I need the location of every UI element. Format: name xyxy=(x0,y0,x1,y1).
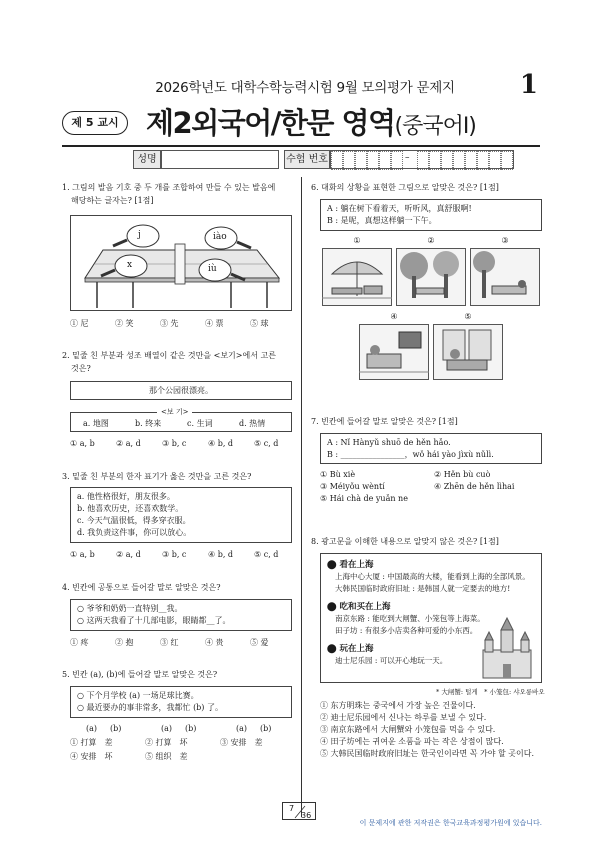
castle-illustration xyxy=(475,616,539,680)
subject-main: 제2외국어/한문 영역 xyxy=(146,106,395,140)
q3-option-4[interactable]: ④ b, d xyxy=(208,550,234,559)
q5-option-1[interactable]: ① 打算 差 xyxy=(70,738,113,747)
q6-label-3: ③ xyxy=(501,236,509,245)
q4-text: 4. 빈칸에 공통으로 들어갈 말로 알맞은 것은? xyxy=(62,583,221,592)
question-1 xyxy=(62,182,294,207)
q4-line-1: ○ 爷爷和奶奶一直特别__我。 xyxy=(77,604,183,613)
q4-option-4[interactable]: ④ 贵 xyxy=(205,638,224,647)
question-5 xyxy=(62,669,294,682)
q7-dialog-b: B : ________________，wǒ hái yào jìxù nǔlì. xyxy=(327,450,494,459)
name-label: 성명 xyxy=(133,150,161,169)
q1-text-2: 해당하는 글자는? [1점] xyxy=(71,195,154,205)
q2-option-4[interactable]: ④ b, d xyxy=(208,439,234,448)
q2-sentence-box xyxy=(70,381,292,400)
q8-section-2-title xyxy=(327,600,391,612)
q5-head-a: (a) xyxy=(161,724,173,733)
q5-head-a: (a) xyxy=(86,724,98,733)
q2-bogi-label: <보 기> xyxy=(157,407,192,417)
q2-bogi-c: c. 生词 xyxy=(187,419,213,428)
q6-picture-4[interactable] xyxy=(359,324,429,380)
copyright-notice: 이 문제지에 관한 저작권은 한국교육과정평가원에 있습니다. xyxy=(359,819,542,827)
q2-bogi-d: d. 热情 xyxy=(239,419,266,428)
q6-label-1: ① xyxy=(353,236,361,245)
q8-option-1[interactable]: ① 东方明珠는 중국에서 가장 높은 건물이다. xyxy=(320,701,476,710)
q8-section-3-title-text: 玩在上海 xyxy=(339,644,374,654)
digit-box xyxy=(355,151,367,170)
q1-syllable-x: x xyxy=(127,260,133,270)
digit-box xyxy=(391,151,403,170)
q2-text-2: 것은? xyxy=(71,363,91,373)
question-2 xyxy=(62,350,294,375)
q6-text: 6. 대화의 상황을 표현한 그림으로 알맞은 것은? [1점] xyxy=(311,183,499,192)
digit-box xyxy=(501,151,513,170)
q5-option-5[interactable]: ⑤ 组织 差 xyxy=(145,752,188,761)
q1-syllable-j: j xyxy=(138,230,141,240)
subject-title xyxy=(146,101,476,142)
q6-dialog-a: A : 躺在树下看着天，听听风，真舒服啊! xyxy=(327,204,472,213)
q3-line-c: c. 今天气温很低，得多穿衣服。 xyxy=(77,516,191,525)
q1-option-2[interactable]: ② 笑 xyxy=(115,319,134,328)
page-current: 7 xyxy=(289,804,295,813)
digit-box xyxy=(417,151,429,170)
header-rule xyxy=(62,145,540,147)
q4-option-3[interactable]: ③ 红 xyxy=(160,638,179,647)
q4-line-2: ○ 这两天我看了十几部电影，眼睛都__了。 xyxy=(77,616,231,625)
column-divider xyxy=(301,177,302,817)
q6-picture-3[interactable] xyxy=(470,248,540,306)
q3-line-a: a. 他性格很好，朋友很多。 xyxy=(77,492,175,501)
q5-text: 5. 빈칸 (a), (b)에 들어갈 말로 알맞은 것은? xyxy=(62,670,218,679)
digit-box xyxy=(367,151,379,170)
q5-head-b: (b) xyxy=(185,724,197,733)
q1-text-1: 1. 그림의 발음 기호 중 두 개를 조합하여 만들 수 있는 발음에 xyxy=(62,183,276,192)
q8-option-5[interactable]: ⑤ 大韩民国临时政府旧址는 한국인이라면 꼭 가야 할 곳이다. xyxy=(320,749,534,758)
q2-option-3[interactable]: ③ b, c xyxy=(162,439,187,448)
q6-pictures xyxy=(320,236,542,386)
q4-option-1[interactable]: ① 疼 xyxy=(70,638,89,647)
page-indicator xyxy=(282,802,316,820)
q1-figure-box xyxy=(70,215,292,311)
q3-text: 3. 밑줄 친 부분의 한자 표기가 옳은 것만을 고른 것은? xyxy=(62,472,252,481)
digit-box xyxy=(331,151,343,170)
name-field[interactable] xyxy=(161,150,279,169)
q3-line-d: d. 我负责这件事，你可以放心。 xyxy=(77,528,192,537)
q5-head-a: (a) xyxy=(236,724,248,733)
q6-dialog-box xyxy=(320,199,542,231)
q7-text: 7. 빈칸에 들어갈 말로 알맞은 것은? [1점] xyxy=(311,417,458,426)
q1-option-1[interactable]: ① 尼 xyxy=(70,319,89,328)
q1-syllable-iu: iù xyxy=(208,264,217,274)
q8-s3-line-1: 迪士尼乐园 : 可以开心地玩一天。 xyxy=(335,656,448,665)
digit-box xyxy=(453,151,465,170)
q3-box xyxy=(70,487,292,543)
pin-icon: ⬤ xyxy=(327,644,340,654)
q8-s1-line-2: 大韩民国临时政府旧址 : 是韩国人就一定要去的地方! xyxy=(335,584,511,593)
q6-label-5: ⑤ xyxy=(464,312,472,321)
q3-line-b: b. 他喜欢历史，还喜欢数学。 xyxy=(77,504,184,513)
q5-option-4[interactable]: ④ 安排 坏 xyxy=(70,752,113,761)
q8-section-2-title-text: 吃和买在上海 xyxy=(339,602,391,612)
q8-option-3[interactable]: ③ 南京东路에서 大闸蟹와 小笼包를 먹을 수 있다. xyxy=(320,725,496,734)
q6-picture-1[interactable] xyxy=(322,248,392,306)
question-4 xyxy=(62,582,294,595)
q4-option-2[interactable]: ② 抱 xyxy=(115,638,134,647)
exam-title: 2026학년도 대학수학능력시험 9월 모의평가 문제지 xyxy=(155,80,455,96)
q8-section-3-title xyxy=(327,642,374,654)
q8-option-2[interactable]: ② 迪士尼乐园에서 신나는 하루를 보낼 수 있다. xyxy=(320,713,487,722)
digit-box xyxy=(429,151,441,170)
q3-option-3[interactable]: ③ b, c xyxy=(162,550,187,559)
q8-text: 8. 광고문을 이해한 내용으로 알맞지 않은 것은? [1점] xyxy=(311,537,499,546)
q7-dialog-a: A : Nǐ Hànyǔ shuō de hěn hǎo. xyxy=(327,438,451,447)
q2-text-1: 2. 밑줄 친 부분과 성조 배열이 같은 것만을 <보기>에서 고른 xyxy=(62,351,276,360)
digit-box xyxy=(441,151,453,170)
q6-dialog-b: B : 是呢，真想这样躺一下午。 xyxy=(327,216,437,225)
q8-section-1-title xyxy=(327,558,374,570)
q7-option-4[interactable]: ④ Zhēn de hěn lìhai xyxy=(434,482,515,491)
q6-picture-2[interactable] xyxy=(396,248,466,306)
q8-s2-line-1: 南京东路 : 能吃到大闸蟹、小笼包等上海菜。 xyxy=(335,614,485,623)
q3-option-5[interactable]: ⑤ c, d xyxy=(254,550,279,559)
q8-s2-line-2: 田子坊 : 有很多小店卖各种可爱的小东西。 xyxy=(335,626,478,635)
digit-box xyxy=(379,151,391,170)
page-slash-icon xyxy=(283,803,317,821)
q2-option-1[interactable]: ① a, b xyxy=(70,439,95,448)
q5-line-1: ○ 下个月学校 (a) 一场足球比赛。 xyxy=(77,691,199,700)
subject-sub: (중국어Ⅰ) xyxy=(394,114,476,139)
q5-box xyxy=(70,686,292,718)
q3-option-1[interactable]: ① a, b xyxy=(70,550,95,559)
q5-option-3[interactable]: ③ 安排 差 xyxy=(220,738,263,747)
q4-option-5[interactable]: ⑤ 爱 xyxy=(250,638,269,647)
exam-no-dash: – xyxy=(405,153,410,163)
q7-option-3[interactable]: ③ Méiyǒu wèntí xyxy=(320,482,385,491)
q7-dialog-box xyxy=(320,433,542,464)
page-total: 36 xyxy=(301,811,312,820)
q1-option-4[interactable]: ④ 票 xyxy=(205,319,224,328)
q8-section-1-title-text: 看在上海 xyxy=(339,560,374,570)
digit-box xyxy=(477,151,489,170)
q5-line-2: ○ 最近要办的事非常多，我都忙 (b) 了。 xyxy=(77,703,223,712)
digit-box xyxy=(465,151,477,170)
q2-option-2[interactable]: ② a, d xyxy=(116,439,141,448)
q7-option-1[interactable]: ① Bù xiè xyxy=(320,470,356,479)
q8-ad-box xyxy=(320,553,542,683)
q6-label-2: ② xyxy=(427,236,435,245)
question-8 xyxy=(311,536,543,549)
q8-s1-line-1: 上海中心大厦 : 中国最高的大楼，能看到上海的全部风景。 xyxy=(335,572,530,581)
q1-syllable-iao: iào xyxy=(213,232,227,242)
exam-no-field[interactable] xyxy=(330,150,514,169)
q7-option-2[interactable]: ② Hěn bù cuò xyxy=(434,470,491,479)
ping-pong-table-illustration xyxy=(71,216,293,312)
digit-box xyxy=(343,151,355,170)
q1-option-5[interactable]: ⑤ 球 xyxy=(250,319,269,328)
q2-bogi-a: a. 地图 xyxy=(83,419,109,428)
q4-box xyxy=(70,599,292,631)
q2-bogi-b: b. 终来 xyxy=(135,419,162,428)
q2-option-5[interactable]: ⑤ c, d xyxy=(254,439,279,448)
question-3 xyxy=(62,471,294,484)
q5-head-b: (b) xyxy=(110,724,122,733)
q2-sentence: 那个公园很漂亮。 xyxy=(149,386,213,395)
q8-note: * 大闸蟹: 털게 * 小笼包: 샤오룽바오 xyxy=(436,688,545,696)
pin-icon: ⬤ xyxy=(327,602,340,612)
session-badge: 제 5 교시 xyxy=(62,111,128,135)
q6-label-4: ④ xyxy=(390,312,398,321)
q8-option-4[interactable]: ④ 田子坊에는 귀여운 소품을 파는 작은 상점이 많다. xyxy=(320,737,504,746)
question-6 xyxy=(311,182,543,195)
q1-option-3[interactable]: ③ 先 xyxy=(160,319,179,328)
pin-icon: ⬤ xyxy=(327,560,340,570)
id-row xyxy=(133,150,553,169)
digit-box xyxy=(489,151,501,170)
q6-picture-5[interactable] xyxy=(433,324,503,380)
q2-bogi-box xyxy=(70,408,292,432)
q5-head-b: (b) xyxy=(260,724,272,733)
page-number: 1 xyxy=(519,70,538,100)
q7-option-5[interactable]: ⑤ Hái chà de yuǎn ne xyxy=(320,494,408,503)
q5-option-2[interactable]: ② 打算 坏 xyxy=(145,738,188,747)
q3-option-2[interactable]: ② a, d xyxy=(116,550,141,559)
exam-no-label: 수험 번호 xyxy=(284,150,330,169)
question-7 xyxy=(311,416,543,429)
